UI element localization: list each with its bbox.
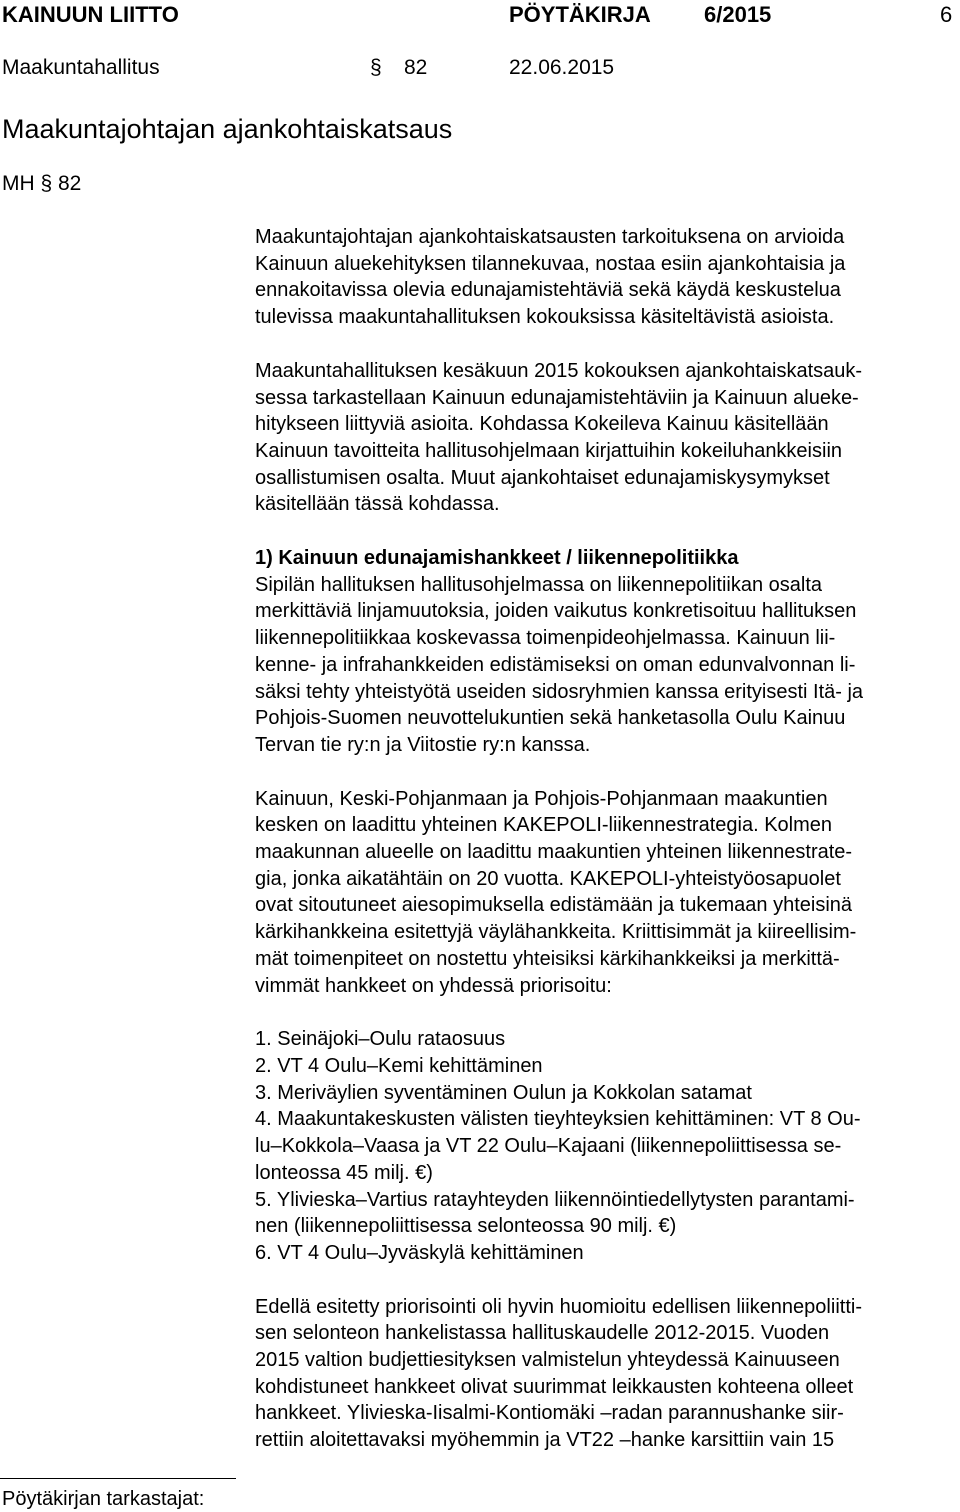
text-line: gia, jonka aikatähtäin on 20 vuotta. KAKEPOLI-yhteistyöosapuolet (255, 867, 841, 890)
text-line: tulevissa maakuntahallituksen kokouksissa käsiteltävistä asioista. (255, 306, 835, 329)
priority-list (255, 1026, 960, 1266)
text-line: hitykseen liittyviä asioita. Kohdassa Kokeileva Kainuu käsitellään (255, 413, 829, 436)
list-item: 1. Seinäjoki–Oulu rataosuus (255, 1028, 506, 1051)
footer-divider (0, 1478, 236, 1479)
text-line: Kainuun tavoitteita hallitusohjelmaan kirjattuihin kokeiluhankkeisiin (255, 439, 843, 462)
page-number: 6 (940, 2, 953, 27)
text-line: kesken on laadittu yhteinen KAKEPOLI-liikennestrategia. Kolmen (255, 814, 833, 837)
text-line: Sipilän hallituksen hallitusohjelmassa on liikennepolitiikan osalta (255, 573, 823, 596)
text-line: vimmät hankkeet on yhdessä priorisoitu: (255, 974, 612, 997)
text-line: Edellä esitetty priorisointi oli hyvin huomioitu edellisen liikennepoliitti- (255, 1295, 862, 1318)
text-line: mät toimenpiteet on nostettu yhteisiksi kärkihankkeiksi ja merkittä- (255, 947, 840, 970)
paragraph-overview (255, 358, 960, 518)
list-item: lu–Kokkola–Vaasa ja VT 22 Oulu–Kajaani (liikennepoliittisessa se- (255, 1135, 842, 1158)
text-line: kärkihankkeina esitettyjä väylähankkeita. Kriittisimmät ja kiireellisim- (255, 921, 857, 944)
text-line: osallistumisen osalta. Muut ajankohtaiset edunajamiskysymykset (255, 466, 830, 489)
document-title: Maakuntajohtajan ajankohtaiskatsaus (2, 114, 453, 144)
list-item: 2. VT 4 Oulu–Kemi kehittäminen (255, 1054, 543, 1077)
text-line: maakunnan alueelle on laadittu maakuntien yhteinen liikennestrate- (255, 841, 853, 864)
paragraph-kakepoli (255, 786, 960, 1000)
text-line: Tervan tie ry:n ja Viitostie ry:n kanssa. (255, 733, 591, 756)
text-line: ovat sitoutuneet aiesopimuksella edistämään ja tukemaan yhteisinä (255, 894, 853, 917)
text-line: sen selonteon hankelistassa hallituskaudelle 2012-2015. Vuoden (255, 1322, 830, 1345)
section-1 (255, 545, 960, 759)
text-line: liikennepolitiikkaa koskevassa toimenpideohjelmassa. Kainuun lii- (255, 627, 836, 650)
text-line: 2015 valtion budjettiesityksen valmistelun yhteydessä Kainuuseen (255, 1349, 840, 1372)
text-line: merkittäviä linjamuutoksia, joiden vaikutus konkretisoituu hallituksen (255, 600, 857, 623)
list-item: nen (liikennepoliittisessa selonteossa 90 milj. €) (255, 1215, 677, 1238)
text-line: Kainuun, Keski-Pohjanmaan ja Pohjois-Pohjanmaan maakuntien (255, 787, 828, 810)
paragraph-prioritization (255, 1294, 960, 1454)
main-body (255, 224, 960, 1454)
text-line: sessa tarkastellaan Kainuun edunajamistehtäviin ja Kainuun alueke- (255, 386, 859, 409)
meeting-body: Maakuntahallitus (2, 56, 160, 79)
text-line: säksi tehty yhteistyötä useiden sidosryhmien kanssa erityisesti Itä- ja (255, 680, 864, 703)
text-line: hankkeet. Ylivieska-Iisalmi-Kontiomäki –radan parannushanke siir- (255, 1402, 844, 1425)
section-number: 82 (404, 56, 428, 79)
text-line: Pohjois-Suomen neuvottelukuntien sekä hanketasolla Oulu Kainuu (255, 707, 846, 730)
section-symbol: § (370, 56, 382, 79)
paragraph-intro (255, 224, 960, 331)
section-heading: 1) Kainuun edunajamishankkeet / liikennepolitiikka (255, 547, 739, 570)
list-item: lonteossa 45 milj. €) (255, 1161, 433, 1184)
text-line: rettiin aloitettavaksi myöhemmin ja VT22 –hanke karsittiin vain 15 (255, 1429, 835, 1452)
list-item: 4. Maakuntakeskusten välisten tieyhteyksien kehittäminen: VT 8 Ou- (255, 1108, 861, 1131)
list-item: 5. Ylivieska–Vartius ratayhteyden liikennöintiedellytysten parantami- (255, 1188, 855, 1211)
text-line: Maakuntahallituksen kesäkuun 2015 kokouksen ajankohtaiskatsauk- (255, 359, 863, 382)
text-line: ennakoitavissa olevia edunajamistehtäviä sekä käydä keskustelua (255, 279, 841, 302)
meeting-date: 22.06.2015 (509, 56, 615, 79)
text-line: Maakuntajohtajan ajankohtaiskatsausten tarkoituksena on arvioida (255, 226, 845, 248)
doc-number: 6/2015 (704, 2, 772, 27)
doc-type: PÖYTÄKIRJA (509, 2, 651, 27)
text-line: kenne- ja infrahankkeiden edistämiseksi on oman edunvalvonnan li- (255, 653, 856, 676)
text-line: Kainuun aluekehityksen tilannekuvaa, nostaa esiin ajankohtaisia ja (255, 252, 846, 275)
case-id: MH § 82 (2, 172, 82, 195)
list-item: 3. Meriväylien syventäminen Oulun ja Kokkolan satamat (255, 1081, 752, 1104)
text-line: kohdistuneet hankkeet olivat suurimmat leikkausten kohteena olleet (255, 1375, 854, 1398)
list-item: 6. VT 4 Oulu–Jyväskylä kehittäminen (255, 1241, 584, 1264)
org-name: KAINUUN LIITTO (2, 2, 179, 27)
footer-reviewers-label: Pöytäkirjan tarkastajat: (2, 1488, 205, 1510)
text-line: käsitellään tässä kohdassa. (255, 493, 500, 516)
